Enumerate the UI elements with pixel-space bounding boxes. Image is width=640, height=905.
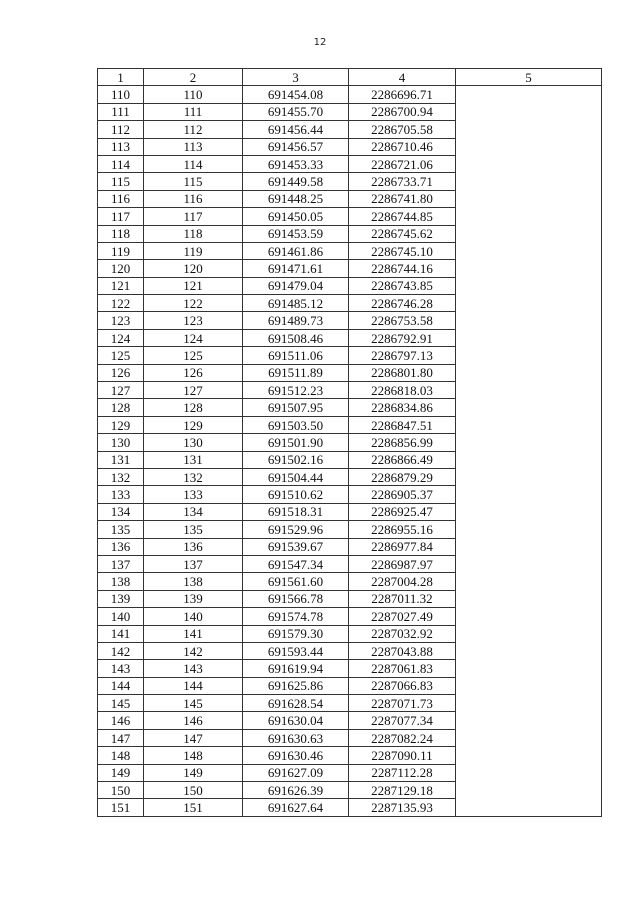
cell-y-coordinate: 2287129.18 [349,782,456,799]
cell-x-coordinate: 691455.70 [243,103,349,120]
header-row [98,69,602,86]
cell-y-coordinate: 2286856.99 [349,434,456,451]
cell-x-coordinate: 691529.96 [243,521,349,538]
cell-vertex-number: 116 [144,190,243,207]
cell-vertex-number: 118 [144,225,243,242]
cell-vertex-number: 119 [144,242,243,259]
cell-point-number: 128 [98,399,144,416]
cell-point-number: 122 [98,295,144,312]
cell-vertex-number: 123 [144,312,243,329]
cell-point-number: 113 [98,138,144,155]
cell-x-coordinate: 691539.67 [243,538,349,555]
cell-vertex-number: 117 [144,208,243,225]
cell-point-number: 114 [98,155,144,172]
table-row [98,86,602,103]
cell-x-coordinate: 691593.44 [243,642,349,659]
column-header-2: 2 [144,69,243,86]
cell-point-number: 126 [98,364,144,381]
cell-vertex-number: 130 [144,434,243,451]
cell-point-number: 133 [98,486,144,503]
cell-y-coordinate: 2286733.71 [349,173,456,190]
cell-y-coordinate: 2286905.37 [349,486,456,503]
cell-vertex-number: 113 [144,138,243,155]
cell-y-coordinate: 2287071.73 [349,695,456,712]
column-header-3: 3 [243,69,349,86]
cell-x-coordinate: 691619.94 [243,660,349,677]
cell-vertex-number: 120 [144,260,243,277]
cell-point-number: 143 [98,660,144,677]
cell-y-coordinate: 2286744.85 [349,208,456,225]
cell-point-number: 112 [98,121,144,138]
cell-x-coordinate: 691630.46 [243,747,349,764]
cell-x-coordinate: 691508.46 [243,329,349,346]
cell-x-coordinate: 691511.06 [243,347,349,364]
cell-y-coordinate: 2287004.28 [349,573,456,590]
cell-point-number: 125 [98,347,144,364]
cell-y-coordinate: 2286801.80 [349,364,456,381]
cell-x-coordinate: 691561.60 [243,573,349,590]
cell-vertex-number: 115 [144,173,243,190]
cell-vertex-number: 129 [144,416,243,433]
cell-vertex-number: 122 [144,295,243,312]
cell-vertex-number: 148 [144,747,243,764]
cell-y-coordinate: 2286977.84 [349,538,456,555]
cell-x-coordinate: 691450.05 [243,208,349,225]
cell-y-coordinate: 2286879.29 [349,468,456,485]
cell-y-coordinate: 2286746.28 [349,295,456,312]
cell-point-number: 136 [98,538,144,555]
cell-point-number: 111 [98,103,144,120]
cell-vertex-number: 138 [144,573,243,590]
cell-y-coordinate: 2286818.03 [349,382,456,399]
coordinates-table [97,68,602,817]
cell-y-coordinate: 2286741.80 [349,190,456,207]
cell-y-coordinate: 2286834.86 [349,399,456,416]
cell-x-coordinate: 691456.44 [243,121,349,138]
cell-point-number: 140 [98,608,144,625]
cell-point-number: 138 [98,573,144,590]
cell-point-number: 134 [98,503,144,520]
cell-vertex-number: 149 [144,764,243,781]
cell-y-coordinate: 2286792.91 [349,329,456,346]
cell-point-number: 130 [98,434,144,451]
cell-point-number: 127 [98,382,144,399]
cell-y-coordinate: 2287090.11 [349,747,456,764]
cell-y-coordinate: 2286744.16 [349,260,456,277]
cell-x-coordinate: 691566.78 [243,590,349,607]
cell-y-coordinate: 2286955.16 [349,521,456,538]
cell-x-coordinate: 691453.33 [243,155,349,172]
cell-vertex-number: 141 [144,625,243,642]
cell-y-coordinate: 2286696.71 [349,86,456,103]
cell-point-number: 148 [98,747,144,764]
cell-x-coordinate: 691502.16 [243,451,349,468]
cell-point-number: 149 [98,764,144,781]
cell-x-coordinate: 691625.86 [243,677,349,694]
cell-x-coordinate: 691627.09 [243,764,349,781]
cell-x-coordinate: 691510.62 [243,486,349,503]
cell-vertex-number: 114 [144,155,243,172]
cell-x-coordinate: 691454.08 [243,86,349,103]
cell-vertex-number: 133 [144,486,243,503]
cell-y-coordinate: 2286925.47 [349,503,456,520]
cell-y-coordinate: 2287027.49 [349,608,456,625]
cell-vertex-number: 135 [144,521,243,538]
cell-vertex-number: 124 [144,329,243,346]
cell-y-coordinate: 2287061.83 [349,660,456,677]
cell-x-coordinate: 691461.86 [243,242,349,259]
cell-x-coordinate: 691507.95 [243,399,349,416]
cell-point-number: 119 [98,242,144,259]
cell-point-number: 145 [98,695,144,712]
cell-y-coordinate: 2287032.92 [349,625,456,642]
cell-y-coordinate: 2287112.28 [349,764,456,781]
cell-point-number: 135 [98,521,144,538]
cell-y-coordinate: 2286797.13 [349,347,456,364]
cell-x-coordinate: 691503.50 [243,416,349,433]
cell-vertex-number: 139 [144,590,243,607]
cell-point-number: 123 [98,312,144,329]
cell-y-coordinate: 2287066.83 [349,677,456,694]
cell-x-coordinate: 691628.54 [243,695,349,712]
cell-vertex-number: 140 [144,608,243,625]
cell-x-coordinate: 691449.58 [243,173,349,190]
cell-vertex-number: 147 [144,729,243,746]
cell-note-merged [456,86,602,816]
cell-point-number: 144 [98,677,144,694]
cell-vertex-number: 127 [144,382,243,399]
cell-vertex-number: 151 [144,799,243,816]
cell-x-coordinate: 691512.23 [243,382,349,399]
cell-vertex-number: 146 [144,712,243,729]
cell-point-number: 147 [98,729,144,746]
column-header-1: 1 [98,69,144,86]
cell-vertex-number: 112 [144,121,243,138]
cell-y-coordinate: 2286745.62 [349,225,456,242]
cell-y-coordinate: 2286745.10 [349,242,456,259]
cell-point-number: 121 [98,277,144,294]
cell-vertex-number: 136 [144,538,243,555]
cell-x-coordinate: 691574.78 [243,608,349,625]
cell-vertex-number: 145 [144,695,243,712]
cell-vertex-number: 128 [144,399,243,416]
column-header-4: 4 [349,69,456,86]
cell-y-coordinate: 2287077.34 [349,712,456,729]
cell-point-number: 120 [98,260,144,277]
table-body [98,86,602,816]
cell-vertex-number: 142 [144,642,243,659]
cell-point-number: 116 [98,190,144,207]
cell-y-coordinate: 2286710.46 [349,138,456,155]
cell-vertex-number: 137 [144,555,243,572]
cell-y-coordinate: 2287135.93 [349,799,456,816]
cell-x-coordinate: 691626.39 [243,782,349,799]
cell-x-coordinate: 691579.30 [243,625,349,642]
cell-point-number: 131 [98,451,144,468]
cell-x-coordinate: 691630.63 [243,729,349,746]
cell-y-coordinate: 2286753.58 [349,312,456,329]
cell-vertex-number: 150 [144,782,243,799]
cell-vertex-number: 121 [144,277,243,294]
cell-x-coordinate: 691504.44 [243,468,349,485]
cell-vertex-number: 131 [144,451,243,468]
cell-vertex-number: 144 [144,677,243,694]
cell-x-coordinate: 691630.04 [243,712,349,729]
cell-x-coordinate: 691489.73 [243,312,349,329]
cell-y-coordinate: 2286866.49 [349,451,456,468]
cell-x-coordinate: 691485.12 [243,295,349,312]
cell-point-number: 137 [98,555,144,572]
cell-point-number: 141 [98,625,144,642]
cell-y-coordinate: 2287011.32 [349,590,456,607]
cell-point-number: 150 [98,782,144,799]
cell-x-coordinate: 691547.34 [243,555,349,572]
cell-y-coordinate: 2287043.88 [349,642,456,659]
cell-point-number: 110 [98,86,144,103]
cell-y-coordinate: 2286721.06 [349,155,456,172]
column-header-5: 5 [456,69,602,86]
cell-vertex-number: 134 [144,503,243,520]
cell-x-coordinate: 691448.25 [243,190,349,207]
cell-point-number: 139 [98,590,144,607]
cell-x-coordinate: 691501.90 [243,434,349,451]
cell-point-number: 118 [98,225,144,242]
cell-point-number: 146 [98,712,144,729]
cell-x-coordinate: 691479.04 [243,277,349,294]
cell-y-coordinate: 2287082.24 [349,729,456,746]
cell-x-coordinate: 691518.31 [243,503,349,520]
cell-point-number: 142 [98,642,144,659]
cell-y-coordinate: 2286743.85 [349,277,456,294]
cell-point-number: 115 [98,173,144,190]
cell-x-coordinate: 691471.61 [243,260,349,277]
page-number: 12 [313,37,327,48]
cell-x-coordinate: 691456.57 [243,138,349,155]
cell-x-coordinate: 691511.89 [243,364,349,381]
cell-x-coordinate: 691627.64 [243,799,349,816]
cell-y-coordinate: 2286987.97 [349,555,456,572]
cell-point-number: 132 [98,468,144,485]
cell-vertex-number: 126 [144,364,243,381]
cell-x-coordinate: 691453.59 [243,225,349,242]
cell-y-coordinate: 2286847.51 [349,416,456,433]
cell-vertex-number: 143 [144,660,243,677]
cell-vertex-number: 110 [144,86,243,103]
cell-vertex-number: 125 [144,347,243,364]
cell-point-number: 151 [98,799,144,816]
cell-point-number: 124 [98,329,144,346]
cell-vertex-number: 111 [144,103,243,120]
cell-y-coordinate: 2286705.58 [349,121,456,138]
cell-point-number: 129 [98,416,144,433]
cell-y-coordinate: 2286700.94 [349,103,456,120]
cell-vertex-number: 132 [144,468,243,485]
cell-point-number: 117 [98,208,144,225]
